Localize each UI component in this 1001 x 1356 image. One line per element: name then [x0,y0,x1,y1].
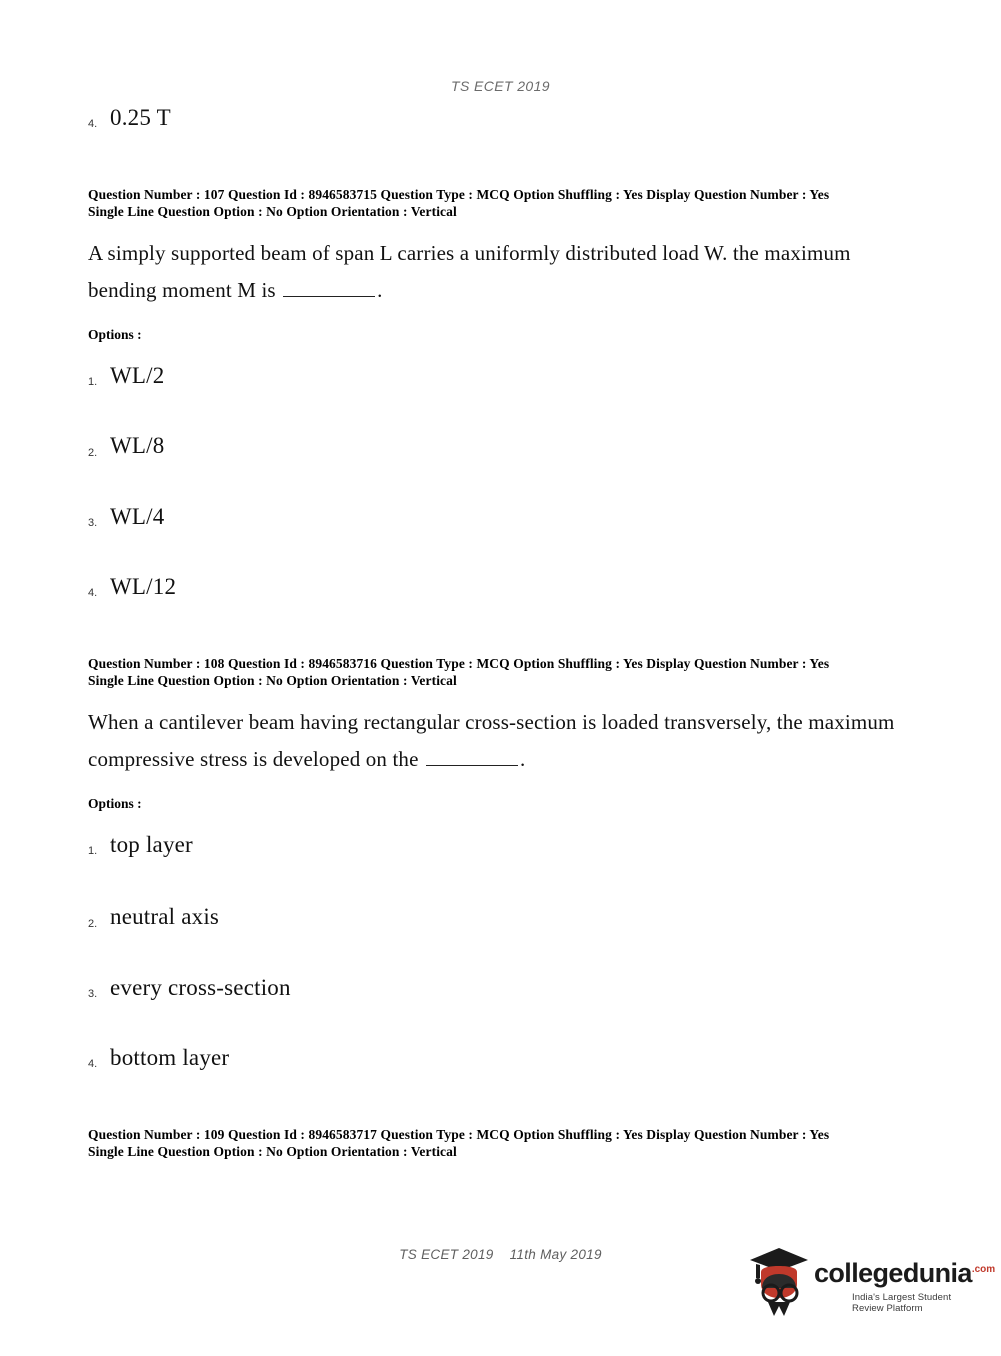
option-number: 4. [88,587,98,600]
question-meta [88,1127,918,1161]
spacer [88,131,918,187]
page-header [0,78,1001,94]
option-text: WL/12 [110,574,177,599]
list-item [88,504,918,530]
question-block-108 [88,656,918,1071]
options-label: Options : [88,795,142,811]
option-number: 4. [88,118,98,131]
list-item [88,574,918,600]
question-meta-line-1: Question Number : 108 Question Id : 8946583716 Question Type : MCQ Option Shuffling : Yes Display Question Number : Yes [88,656,830,672]
footer-exam-name: TS ECET 2019 [399,1247,494,1262]
question-meta-line-2: Single Line Question Option : No Option Orientation : Vertical [88,673,457,689]
page-content [88,105,918,1161]
question-text-line-2 [88,272,918,309]
question-meta [88,656,918,690]
option-number: 3. [88,988,98,1000]
option-text: WL/2 [110,362,165,388]
spacer [88,600,918,656]
fill-in-blank [426,750,518,766]
option-number: 2. [88,917,98,930]
question-text-line-1: A simply supported beam of span L carries a uniformly distributed load W. the maximum [88,241,851,266]
list-item [88,105,918,131]
option-text: WL/4 [110,503,165,529]
list-item [88,975,918,1001]
fill-in-blank [283,281,375,297]
logo-wordmark [814,1258,995,1289]
option-number: 4. [88,1058,98,1071]
question-meta-line-2: Single Line Question Option : No Option Orientation : Vertical [88,204,457,220]
question-text-line-2-pre: bending moment M is [88,277,276,302]
list-item [88,832,918,858]
options-label: Options : [88,326,142,342]
list-item [88,1045,918,1071]
option-text: neutral axis [110,904,220,930]
option-text: bottom layer [110,1045,230,1070]
question-text [88,235,918,309]
question-meta-line-1: Question Number : 107 Question Id : 8946583715 Question Type : MCQ Option Shuffling : Yes Display Question Number : Yes [88,187,830,203]
option-text: every cross-section [110,974,291,1000]
question-meta [88,187,918,221]
option-text: 0.25 T [110,105,171,130]
option-number: 2. [88,446,98,459]
page-header-title: TS ECET 2019 [451,78,550,94]
option-text: WL/8 [110,433,165,459]
option-number: 1. [88,845,98,858]
options-list [88,832,918,1072]
question-block-107 [88,187,918,600]
question-block-109 [88,1127,918,1161]
options-list [88,363,918,601]
logo-brand-text: collegedunia [814,1258,972,1288]
option-text: top layer [110,831,193,857]
question-text-line-2-post: . [377,277,383,302]
spacer [88,1071,918,1127]
question-meta-line-2: Single Line Question Option : No Option Orientation : Vertical [88,1144,457,1160]
question-text [88,704,918,778]
question-text-line-2-post: . [519,746,526,771]
logo-domain-suffix: .com [971,1264,996,1275]
list-item [88,904,918,930]
list-item [88,433,918,459]
question-text-line-1: When a cantilever beam having rectangular cross-section is loaded transversely, the maximum [88,710,895,735]
collegedunia-logo [740,1236,996,1322]
option-number: 1. [88,376,98,389]
question-text-line-2 [88,741,918,778]
graduate-avatar-icon [748,1244,810,1316]
question-text-line-2-pre: compressive stress is developed on the [88,746,419,771]
question-meta-line-1: Question Number : 109 Question Id : 8946583717 Question Type : MCQ Option Shuffling : Yes Display Question Number : Yes [88,1127,830,1143]
list-item [88,363,918,389]
option-number: 3. [88,517,98,529]
footer-date: 11th May 2019 [509,1247,602,1262]
logo-tagline: India's Largest Student Review Platform [852,1292,952,1314]
